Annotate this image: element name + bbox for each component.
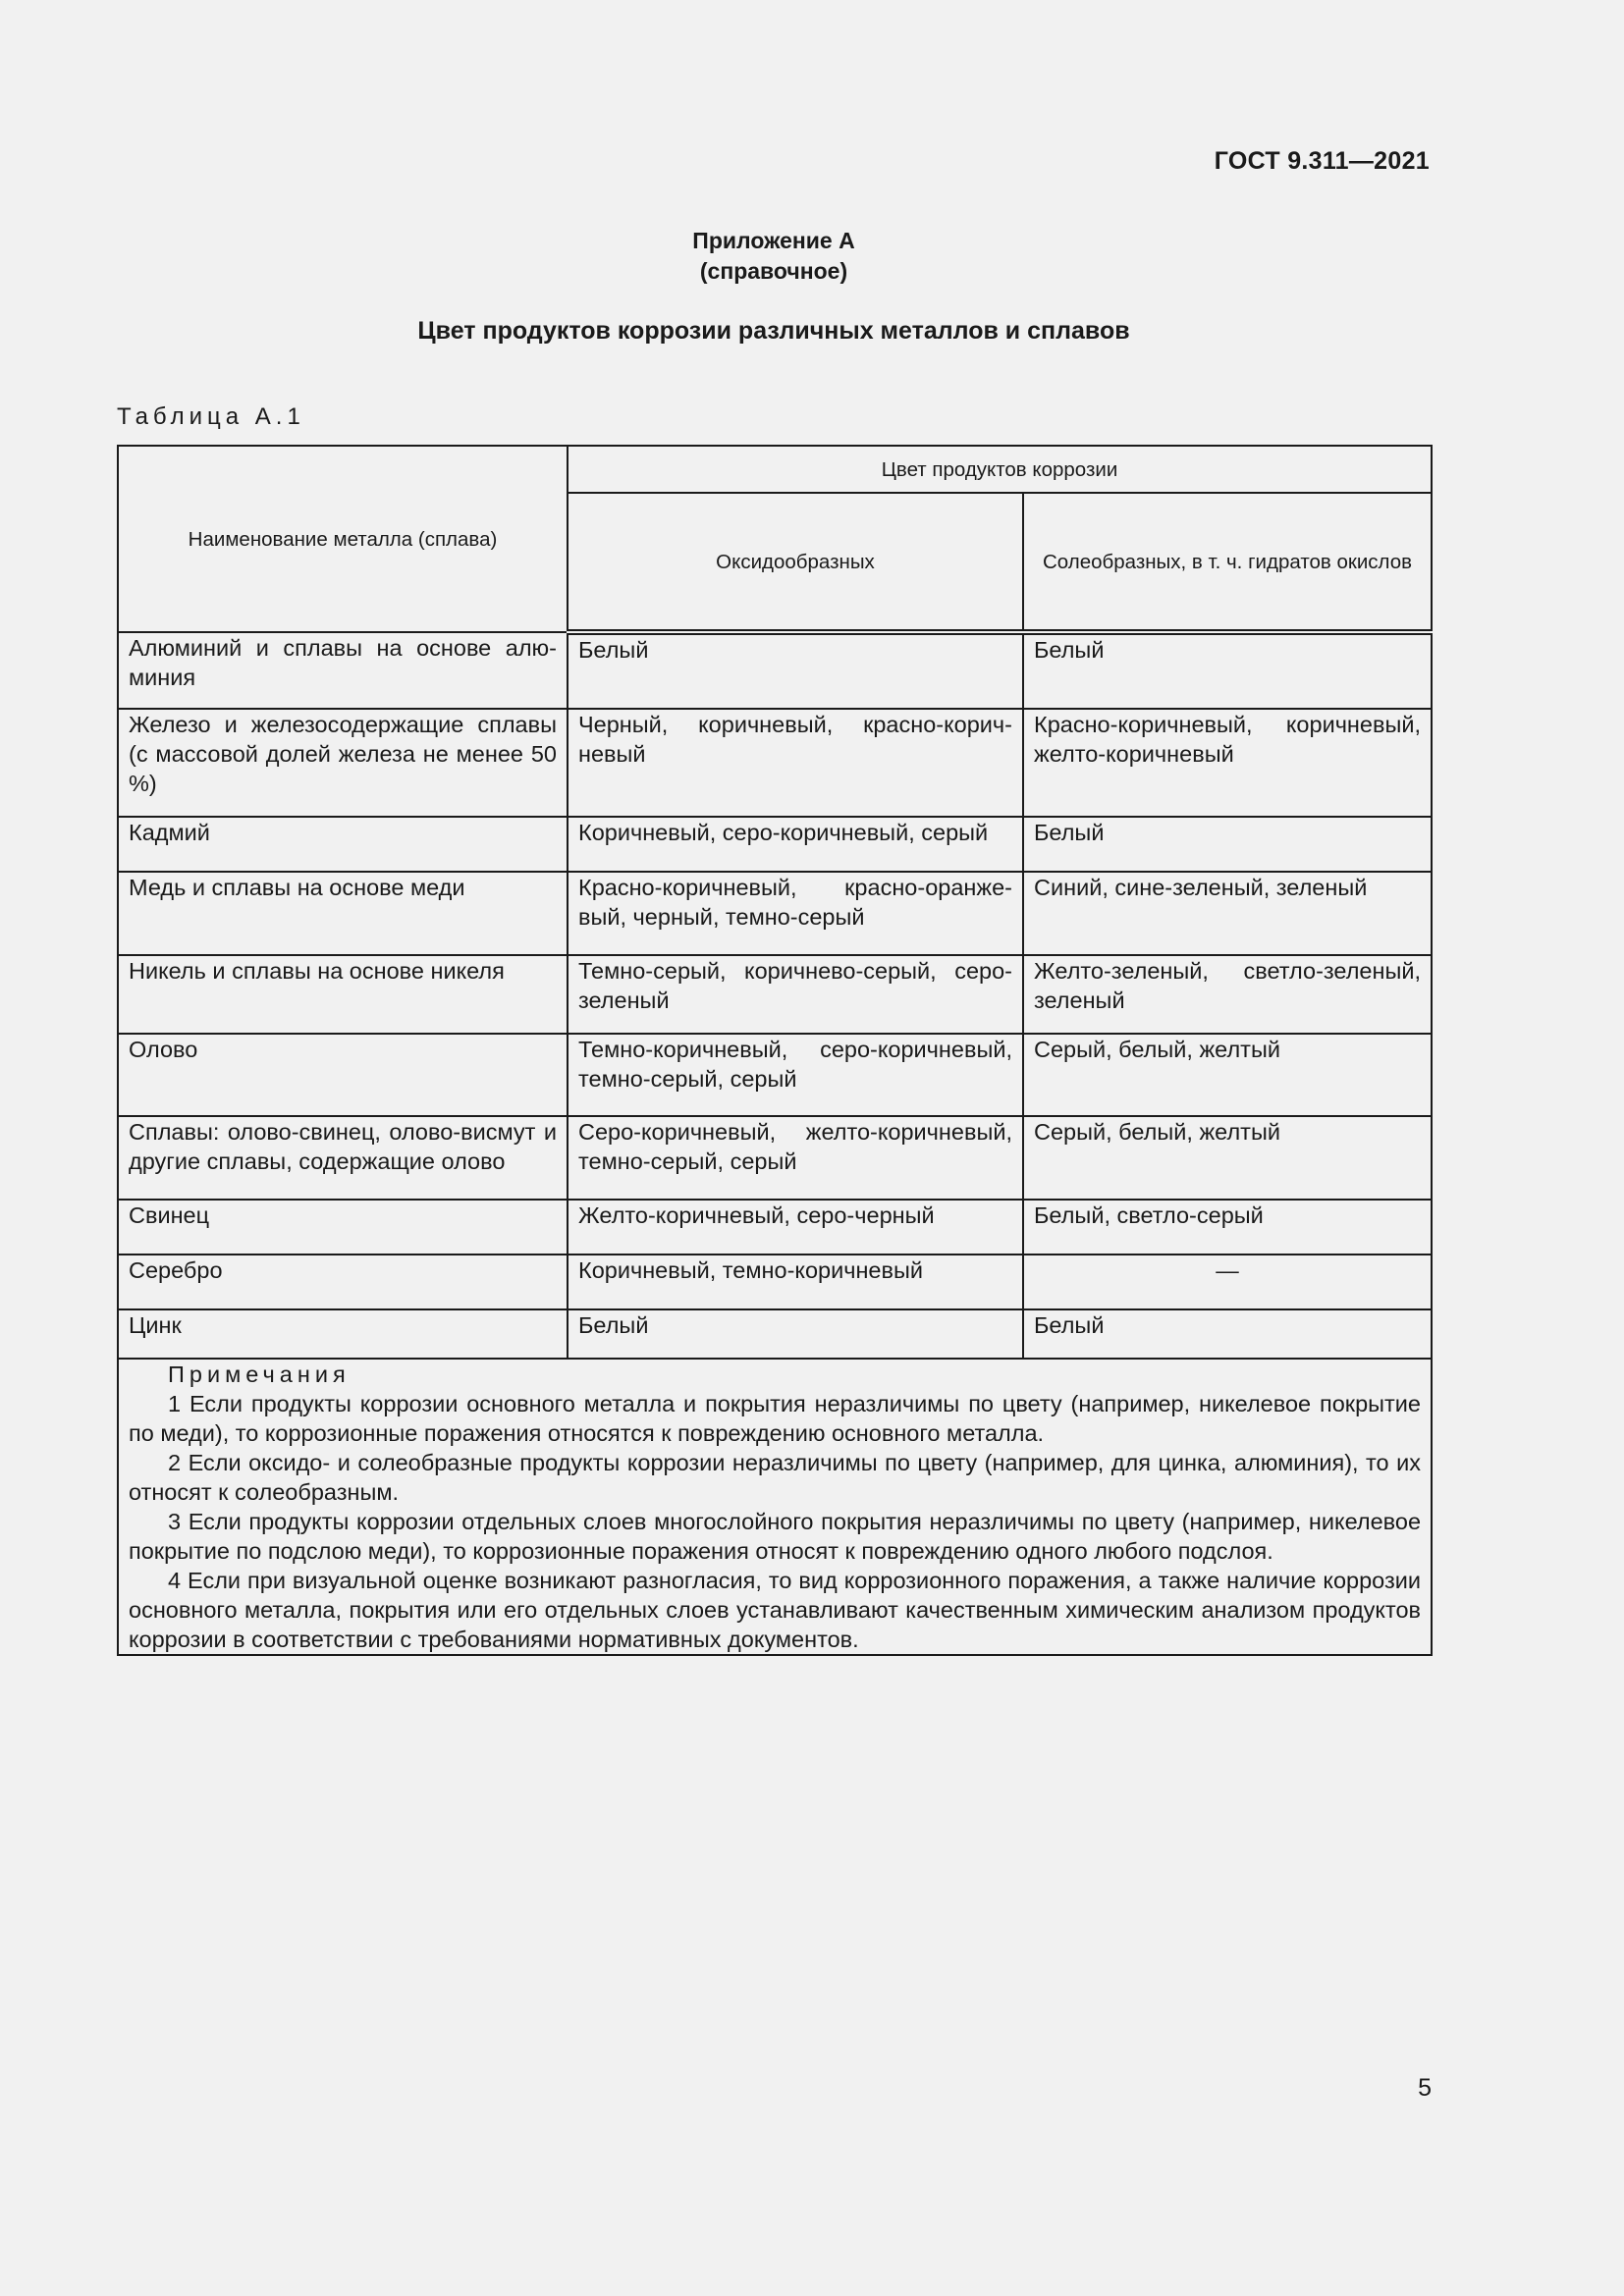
metal-cell: Серебро — [118, 1255, 568, 1309]
salt-cell: Красно-коричневый, коричневый, желто-коричневый — [1023, 709, 1432, 817]
oxide-cell: Белый — [568, 1309, 1023, 1359]
oxide-cell: Серо-коричневый, желто-коричневый, темно-серый, серый — [568, 1116, 1023, 1200]
salt-cell: Серый, белый, желтый — [1023, 1034, 1432, 1116]
metal-cell: Цинк — [118, 1309, 568, 1359]
header-corrosion-color: Цвет продуктов коррозии — [568, 446, 1432, 493]
metal-cell: Медь и сплавы на основе меди — [118, 872, 568, 955]
salt-cell: Белый — [1023, 1309, 1432, 1359]
metal-cell: Железо и железосодержащие сплавы (с массовой долей железа не менее 50 %) — [118, 709, 568, 817]
appendix-type: (справочное) — [699, 258, 848, 284]
table-row — [118, 872, 1432, 955]
table-row — [118, 1255, 1432, 1309]
oxide-cell: Коричневый, темно-коричневый — [568, 1255, 1023, 1309]
salt-cell: Серый, белый, желтый — [1023, 1116, 1432, 1200]
table-caption: Таблица А.1 — [117, 403, 305, 430]
oxide-cell: Темно-серый, коричнево-серый, серо-зеленый — [568, 955, 1023, 1034]
metal-cell: Свинец — [118, 1200, 568, 1255]
table-row — [118, 632, 1432, 709]
oxide-cell: Черный, коричневый, красно-корич-невый — [568, 709, 1023, 817]
notes-cell — [118, 1359, 1432, 1655]
note-item: 1 Если продукты коррозии основного металла и покрытия неразличимы по цвету (например, никелевое покрытие по меди), то коррозионные поражения относятся к повреждению основного металла. — [129, 1391, 1422, 1446]
note-item: 4 Если при визуальной оценке возникают разногласия, то вид коррозионного поражения, а также наличие коррозии основного металла, покрытия или его отдельных слоев устанавливают качественным химическим анализом продуктов коррозии в соответствии с требованиями нормативных документов. — [129, 1568, 1422, 1652]
metal-cell: Олово — [118, 1034, 568, 1116]
appendix-label: Приложение А — [692, 228, 855, 253]
table-row — [118, 955, 1432, 1034]
oxide-cell: Коричневый, серо-коричневый, серый — [568, 817, 1023, 872]
note-item: 2 Если оксидо- и солеобразные продукты коррозии неразличимы по цвету (например, для цинка, алюминия), то их относят к солеобразным. — [129, 1450, 1422, 1505]
salt-cell: Желто-зеленый, светло-зеленый, зеленый — [1023, 955, 1432, 1034]
salt-cell: Синий, сине-зеленый, зеленый — [1023, 872, 1432, 955]
page-number: 5 — [1418, 2074, 1432, 2102]
header-salt: Солеобразных, в т. ч. гидратов окислов — [1023, 493, 1432, 632]
metal-cell: Кадмий — [118, 817, 568, 872]
oxide-cell: Желто-коричневый, серо-черный — [568, 1200, 1023, 1255]
header-metal-name: Наименование металла (сплава) — [118, 446, 568, 632]
table-row — [118, 1309, 1432, 1359]
salt-cell: Белый, светло-серый — [1023, 1200, 1432, 1255]
salt-cell: — — [1023, 1255, 1432, 1309]
page-title: Цвет продуктов коррозии различных металлов и сплавов — [417, 317, 1130, 345]
oxide-cell: Белый — [568, 632, 1023, 709]
header-oxide: Оксидообразных — [568, 493, 1023, 632]
notes-row — [118, 1359, 1432, 1655]
table-row — [118, 1034, 1432, 1116]
table-row — [118, 817, 1432, 872]
table-row — [118, 709, 1432, 817]
metal-cell: Алюминий и сплавы на основе алю-миния — [118, 632, 568, 709]
table-row — [118, 1116, 1432, 1200]
salt-cell: Белый — [1023, 632, 1432, 709]
notes-title: Примечания — [168, 1362, 351, 1387]
oxide-cell: Темно-коричневый, серо-коричневый, темно-серый, серый — [568, 1034, 1023, 1116]
salt-cell: Белый — [1023, 817, 1432, 872]
metal-cell: Сплавы: олово-свинец, олово-висмут и другие сплавы, содержащие олово — [118, 1116, 568, 1200]
corrosion-color-table — [117, 445, 1433, 1656]
table-row — [118, 1200, 1432, 1255]
document-code: ГОСТ 9.311—2021 — [1214, 147, 1430, 175]
note-item: 3 Если продукты коррозии отдельных слоев многослойного покрытия неразличимы по цвету (например, никелевое покрытие по подслою меди), то коррозионные поражения относят к повреждению одного любого подслоя. — [129, 1509, 1422, 1564]
metal-cell: Никель и сплавы на основе никеля — [118, 955, 568, 1034]
oxide-cell: Красно-коричневый, красно-оранже-вый, черный, темно-серый — [568, 872, 1023, 955]
appendix-heading — [117, 226, 1431, 287]
